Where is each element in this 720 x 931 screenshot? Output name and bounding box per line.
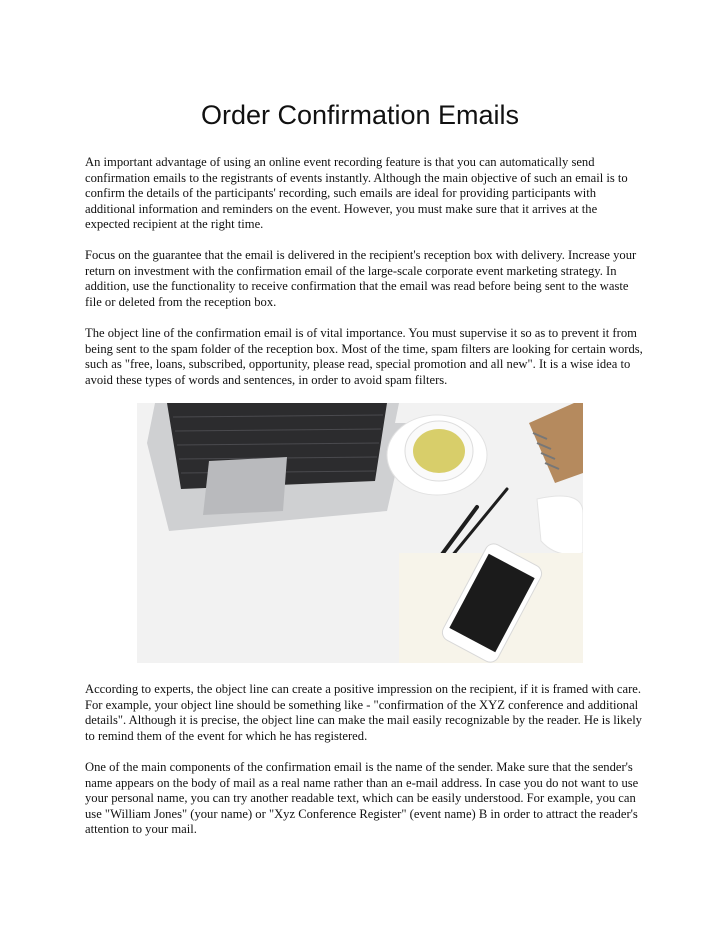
tea: [413, 429, 465, 473]
paragraph-experts: According to experts, the object line can create a positive impression on the recipient, if it is framed with care. For example, your object line should be something like - "confirmation of the XYZ conference and additional details". Although it is precise, the object line can make the mail easily recognizable by the reader. He is likely to remind them of the event for which he has registered.: [85, 682, 642, 743]
page-title: Order Confirmation Emails: [200, 100, 520, 130]
desk-workspace-photo: [137, 403, 583, 663]
laptop-trackpad: [203, 457, 287, 515]
desk-illustration: [137, 403, 583, 663]
paragraph-object-line: The object line of the confirmation email is of vital importance. You must supervise it so as to prevent it from being sent to the spam folder of the reception box. Most of the time, spam filters are looking for certain words, such as "free, loans, subscribed, opportunity, please read, special promotion and all new". It is a wise idea to avoid these types of words and sentences, in order to avoid spam filters.: [85, 326, 643, 387]
paragraph-intro: An important advantage of using an online event recording feature is that you can automatically send confirmation emails to the registrants of events instantly. Although the main objective of such an email is to confirm the details of the participants' recording, such emails are ideal for providing participants with additional information and reminders on the event. However, you must make sure that it arrives at the expected recipient at the right time.: [85, 155, 628, 232]
paragraph-sender-name: One of the main components of the confirmation email is the name of the sender. Make sure that the sender's name appears on the body of mail as a real name rather than an e-mail address. In case you do not want to use your personal name, you can try another readable text, which can be easily understood. For example, you can use "William Jones" (your name) or "Xyz Conference Register" (event name) B in order to attract the reader's attention to your mail.: [85, 760, 639, 837]
paragraph-delivery: Focus on the guarantee that the email is delivered in the recipient's reception box with delivery. Increase your return on investment with the confirmation email of the large-scale corporate event marketing strategy. In addition, use the functionality to receive confirmation that the email was read before being sent to the waste file or deleted from the reception box.: [85, 248, 637, 309]
